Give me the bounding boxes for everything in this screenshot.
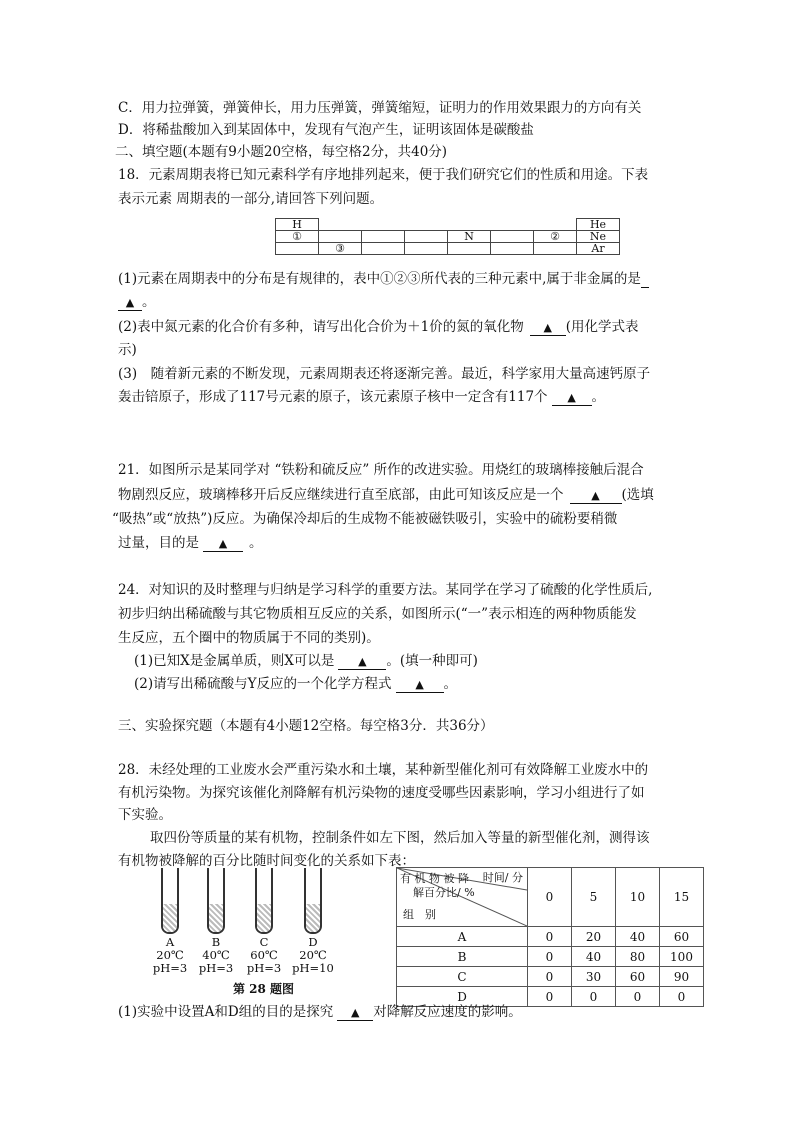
q24-part1: (1)已知X是金属单质，则X可以是 ▲ 。(填一种即可) — [134, 653, 478, 669]
pt-cell: H — [276, 219, 319, 231]
answer-blank[interactable]: ▲ — [337, 1006, 373, 1021]
answer-blank[interactable]: ▲ — [552, 391, 592, 406]
q28-line2: 有机污染物。为探究该催化剂降解有机污染物的速度受哪些因素影响，学习小组进行了如 — [118, 785, 645, 801]
table-row: C 0 30 60 90 — [397, 967, 704, 987]
pt-cell — [534, 243, 577, 255]
tube-label-a: A 20℃ pH=3 — [152, 935, 188, 975]
q18-part2-end: 示) — [118, 342, 137, 358]
tube-label-d: D 20℃ pH=10 — [292, 935, 334, 975]
q24-line3: 生反应，五个圈中的物质属于不同的类别)。 — [118, 630, 380, 646]
time-header: 10 — [616, 868, 660, 927]
q28-line3: 下实验。 — [118, 807, 172, 823]
pt-cell — [362, 231, 405, 243]
pt-cell: He — [577, 219, 620, 231]
solution — [306, 904, 320, 932]
pt-cell: ② — [534, 231, 577, 243]
section-3-title: 三、实验探究题（本题有4小题12空格。每空格3分．共36分） — [118, 718, 494, 734]
table-row: B 0 40 80 100 — [397, 947, 704, 967]
q18-part3: (3) 随着新元素的不断发现，元素周期表还将逐渐完善。最近，科学家用大量高速钙原子 — [118, 366, 651, 382]
pt-cell: ① — [276, 231, 319, 243]
q28-line1: 28．未经处理的工业废水会严重污染水和土壤，某种新型催化剂可有效降解工业废水中的 — [118, 762, 649, 778]
answer-blank[interactable]: ▲ — [338, 655, 386, 670]
table-row: A 0 20 40 60 — [397, 927, 704, 947]
q18-part1-end: ▲ 。 — [118, 293, 156, 311]
pt-cell: N — [448, 231, 491, 243]
table-corner-header: 时间/ 分 有 机 物 被 降 解百分比/ % 组 别 — [397, 868, 528, 927]
section-2-title: 二、填空题(本题有9小题20空格，每空格2分，共40分) — [115, 144, 448, 160]
pt-cell — [491, 231, 534, 243]
pt-cell: Ar — [577, 243, 620, 255]
figure-caption: 第 28 题图 — [233, 982, 295, 996]
solution — [163, 904, 177, 932]
answer-blank[interactable]: ▲ — [530, 321, 566, 336]
q18-part2: (2)表中氮元素的化合价有多种，请写出化合价为＋1价的氮的氧化物 ▲ (用化学式表 — [118, 319, 639, 335]
time-header: 15 — [660, 868, 704, 927]
pt-cell — [405, 231, 448, 243]
answer-blank[interactable]: ▲ — [118, 296, 142, 311]
q21-line1: 21．如图所示是某同学对 “铁粉和硫反应” 所作的改进实验。用烧红的玻璃棒接触后混合 — [118, 462, 644, 478]
time-header: 5 — [572, 868, 616, 927]
q21-line4: 过量，目的是 ▲ 。 — [118, 535, 263, 551]
q18-part1: (1)元素在周期表中的分布是有规律的，表中①②③所代表的三种元素中,属于非金属的是 — [118, 270, 649, 288]
tube-label-c: C 60℃ pH=3 — [246, 935, 282, 975]
time-header: 0 — [528, 868, 572, 927]
q24-part2: (2)请写出稀硫酸与Y反应的一个化学方程式 ▲ 。 — [134, 676, 458, 692]
q28-line5: 有机物被降解的百分比随时间变化的关系如下表： — [118, 853, 415, 869]
option-d: D．将稀盐酸加入到某固体中，发现有气泡产生，证明该固体是碳酸盐 — [118, 122, 534, 138]
test-tube — [161, 868, 179, 934]
answer-blank[interactable]: ▲ — [570, 489, 622, 504]
q18-part3-line2: 轰击锫原子，形成了117号元素的原子，该元素原子核中一定含有117个 ▲ 。 — [118, 389, 606, 405]
solution — [209, 904, 223, 932]
test-tube — [255, 868, 273, 934]
pt-cell: Ne — [577, 231, 620, 243]
pt-cell — [276, 243, 319, 255]
q18-line1: 18．元素周期表将已知元素科学有序地排列起来，便于我们研究它们的性质和用途。下表 — [118, 167, 649, 183]
answer-blank[interactable]: ▲ — [203, 537, 243, 552]
q21-line3: “吸热”或“放热”)反应。为确保冷却后的生成物不能被磁铁吸引，实验中的硫粉要稍微 — [112, 511, 618, 527]
q18-line2: 表示元素 周期表的一部分,请回答下列问题。 — [118, 191, 384, 207]
pt-cell — [405, 243, 448, 255]
q28-line4: 取四份等质量的某有机物，控制条件如左下图，然后加入等量的新型催化剂，测得该 — [150, 830, 650, 846]
degradation-table — [396, 867, 704, 1007]
q28-part1: (1)实验中设置A和D组的目的是探究 ▲ 对降解反应速度的影响。 — [118, 1004, 522, 1020]
pt-cell — [491, 243, 534, 255]
tube-label-b: B 40℃ pH=3 — [198, 935, 234, 975]
test-tube — [304, 868, 322, 934]
option-c: C．用力拉弹簧，弹簧伸长，用力压弹簧，弹簧缩短，证明力的作用效果跟力的方向有关 — [118, 100, 642, 116]
pt-cell — [319, 231, 362, 243]
q21-line2: 物剧烈反应，玻璃棒移开后反应继续进行直至底部，由此可知该反应是一个 ▲ (选填 — [118, 487, 654, 503]
pt-cell — [448, 243, 491, 255]
answer-blank[interactable]: ▲ — [396, 678, 444, 693]
table-row: D 0 0 0 0 — [397, 987, 704, 1007]
periodic-table-fragment — [275, 218, 620, 255]
solution — [257, 904, 271, 932]
pt-cell — [362, 243, 405, 255]
q24-line2: 初步归纳出稀硫酸与其它物质相互反应的关系，如图所示(“一”表示相连的两种物质能发 — [118, 606, 637, 622]
test-tube — [207, 868, 225, 934]
q24-line1: 24．对知识的及时整理与归纳是学习科学的重要方法。某同学在学习了硫酸的化学性质后, — [118, 582, 653, 598]
pt-cell: ③ — [319, 243, 362, 255]
